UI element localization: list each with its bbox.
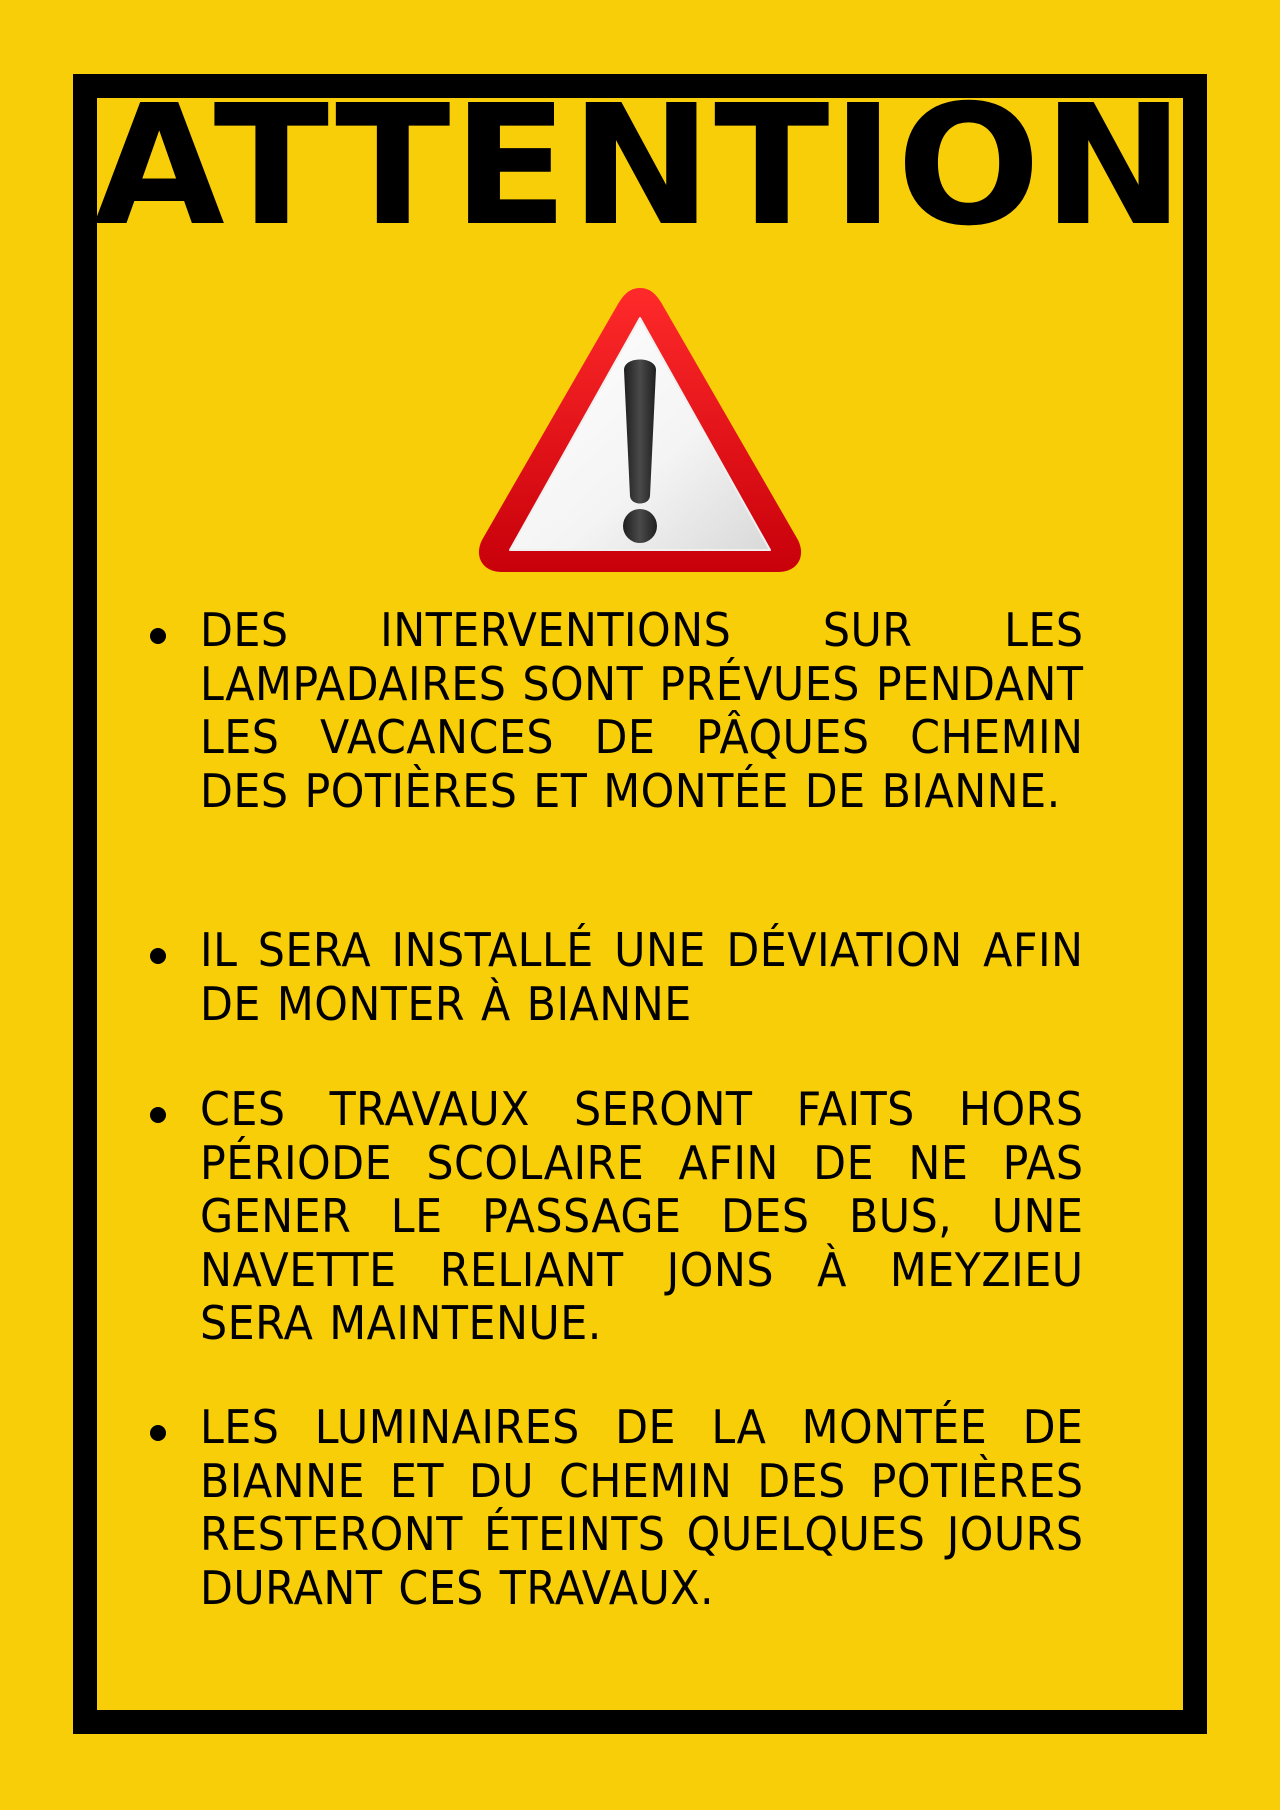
notice-text: LES LUMINAIRES DE LA MONTÉE DE BIANNE ET DU CHEMIN DES POTIÈRES RESTERONT ÉTEINTS QUELQUES JOURS DURANT CES TRAVAUX. — [200, 1400, 1084, 1615]
notice-text: CES TRAVAUX SERONT FAITS HORS PÉRIODE SCOLAIRE AFIN DE NE PAS GENER LE PASSAGE DES BUS, UNE NAVETTE RELIANT JONS À MEYZIEU SERA MAINTENUE. — [200, 1082, 1084, 1350]
notice-text: DES INTERVENTIONS SUR LES LAMPADAIRES SONT PRÉVUES PENDANT LES VACANCES DE PÂQUES CHEMIN DES POTIÈRES ET MONTÉE DE BIANNE. — [200, 603, 1084, 818]
bullet-dot — [150, 1107, 166, 1123]
bullet-dot — [150, 948, 166, 964]
warning-triangle-icon — [474, 282, 806, 578]
poster-title: ATTENTION — [93, 70, 1187, 263]
bullet-dot — [150, 1425, 166, 1441]
bullet-dot — [150, 628, 166, 644]
notice-text: IL SERA INSTALLÉ UNE DÉVIATION AFIN DE MONTER À BIANNE — [200, 923, 1084, 1031]
